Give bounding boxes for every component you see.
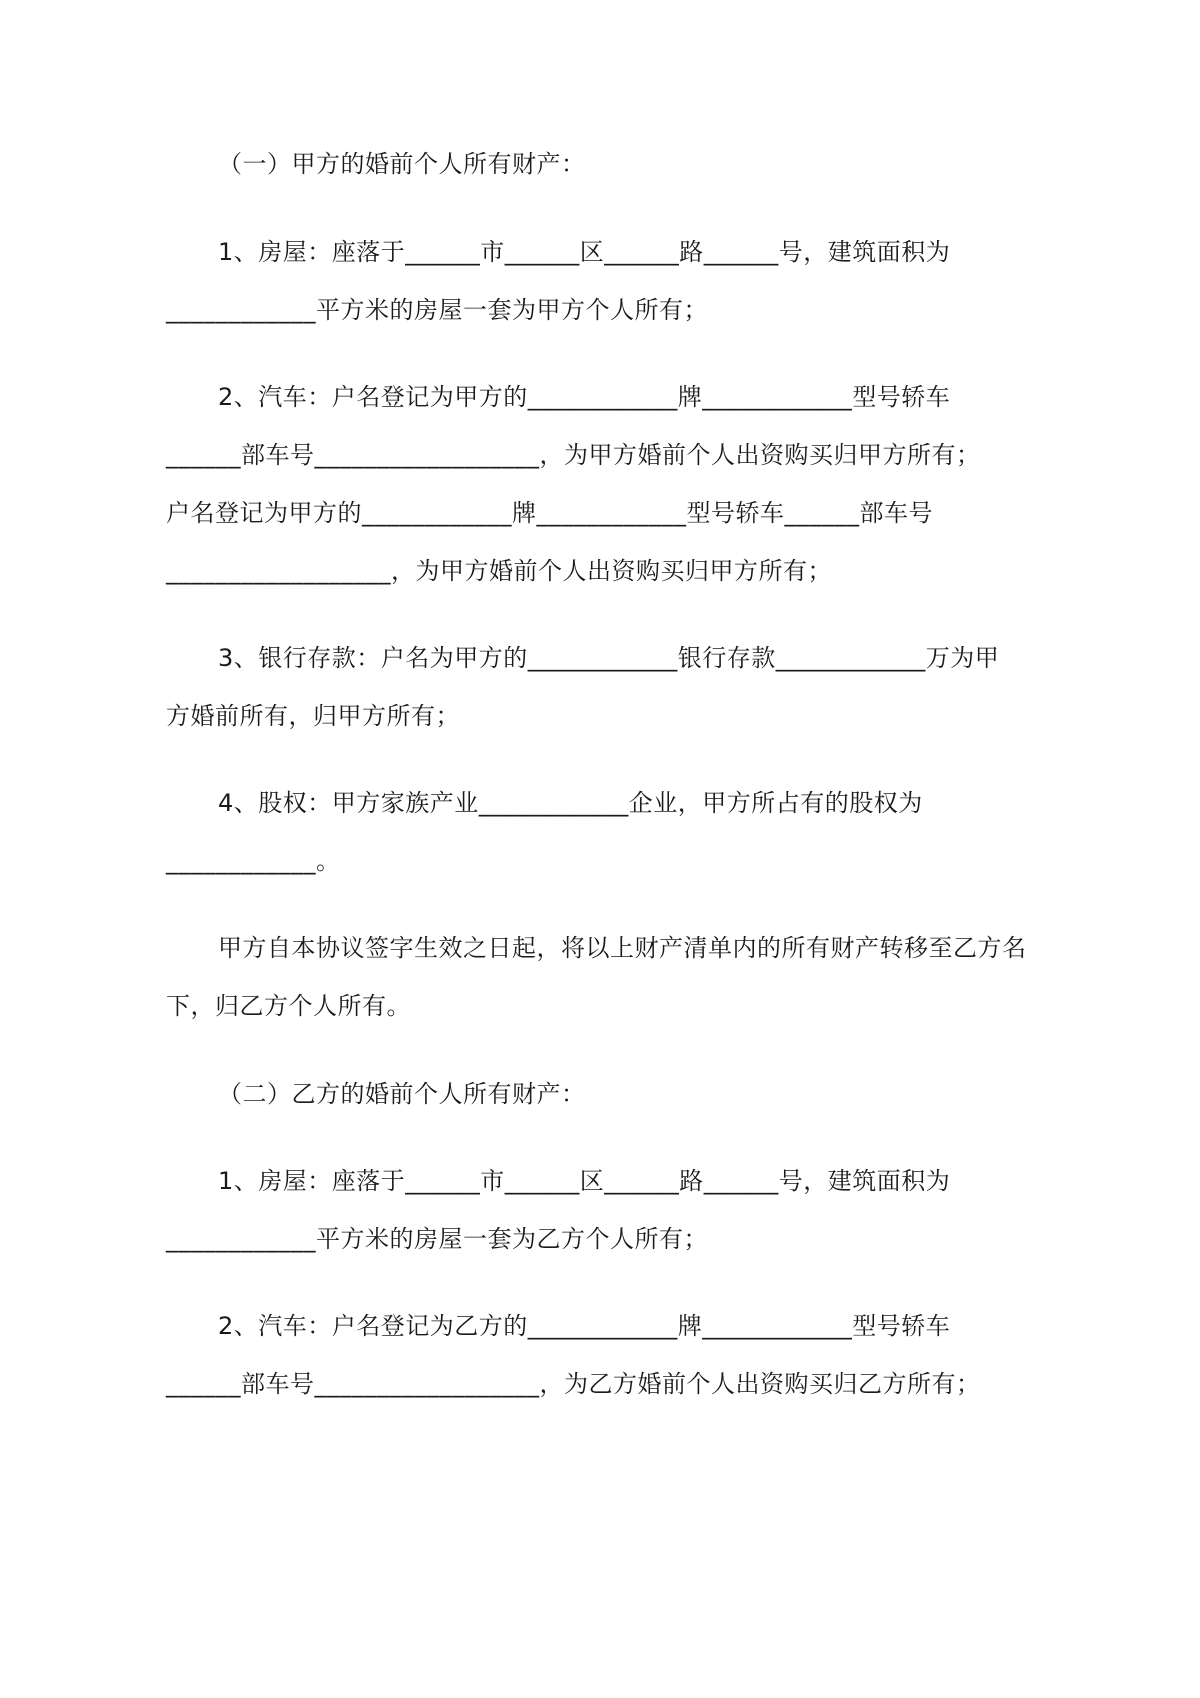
section-heading-party-a: （一）甲方的婚前个人所有财产： <box>218 150 586 178</box>
text-line: ____________。 <box>166 847 341 875</box>
text-line: 4、股权：甲方家族产业____________企业，甲方所占有的股权为 <box>218 789 923 817</box>
text-line: __________________，为甲方婚前个人出资购买归甲方所有； <box>166 557 832 585</box>
section-heading-party-b: （二）乙方的婚前个人所有财产： <box>218 1080 586 1108</box>
text-line: 方婚前所有，归甲方所有； <box>166 702 460 730</box>
text-line: 下，归乙方个人所有。 <box>166 992 411 1020</box>
text-line: 1、房屋：座落于______市______区______路______号，建筑面积为 <box>218 238 951 266</box>
text-line: 户名登记为甲方的____________牌____________型号轿车______部车号 <box>166 499 933 527</box>
text-line: 1、房屋：座落于______市______区______路______号，建筑面积为 <box>218 1167 951 1195</box>
text-line: ____________平方米的房屋一套为甲方个人所有； <box>166 296 708 324</box>
text-line: 甲方自本协议签字生效之日起，将以上财产清单内的所有财产转移至乙方名 <box>218 934 1027 962</box>
text-line: ______部车号__________________，为甲方婚前个人出资购买归甲方所有； <box>166 441 981 469</box>
text-line: ______部车号__________________，为乙方婚前个人出资购买归乙方所有； <box>166 1370 981 1398</box>
text-line: ____________平方米的房屋一套为乙方个人所有； <box>166 1225 708 1253</box>
text-line: 2、汽车：户名登记为乙方的____________牌____________型号轿车 <box>218 1312 951 1340</box>
text-line: 3、银行存款：户名为甲方的____________银行存款____________万为甲 <box>218 644 1000 672</box>
text-line: 2、汽车：户名登记为甲方的____________牌____________型号轿车 <box>218 383 951 411</box>
